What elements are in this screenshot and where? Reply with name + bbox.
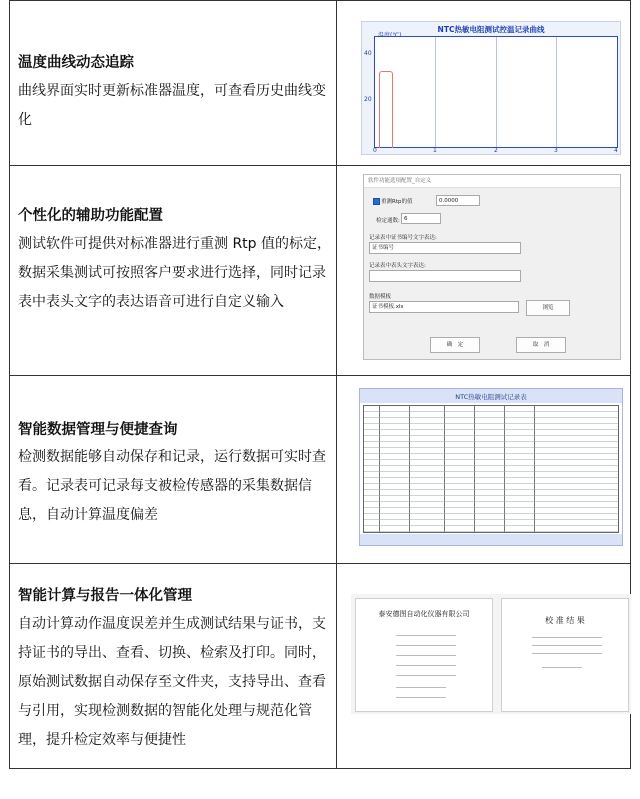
feature-text-cell: [10, 1, 337, 165]
grid-line: [435, 37, 436, 147]
line: [396, 687, 446, 688]
dialog-title: 软件功能选项配置_自定义: [364, 175, 620, 188]
records-title: NTC热敏电阻测试记录表: [455, 393, 527, 401]
header-label: 记录表中表头文字表达:: [369, 263, 426, 269]
feature-row-data: [9, 376, 631, 564]
feature-title: 个性化的辅助功能配置: [18, 208, 163, 224]
line: [396, 635, 456, 636]
calibration-result-title: 校 准 结 果: [545, 616, 585, 625]
certificate-page: [355, 598, 493, 712]
feature-title: 智能数据管理与便捷查询: [18, 422, 178, 438]
certificate-company: 泰安德图自动化仪器有限公司: [378, 610, 470, 618]
feature-description: 测试软件可提供对标准器进行重测 Rtp 值的标定， 数据采集测试可按照客户要求进行选择，同时记录 表中表头文字的表达语音可进行自定义输入: [18, 236, 332, 310]
feature-description: 自动计算动作温度误差并生成测试结果与证书，支 持证书的导出、查看、切换、检索及打印。同时， 原始测试数据自动保存至文件夹，支持导出、查看 与引用，实现检测数据的智能化处理与规范化管 理，提升检定效率与便捷性: [18, 616, 326, 748]
line: [396, 697, 446, 698]
line: [396, 675, 456, 676]
count-select[interactable]: 6: [401, 213, 441, 224]
y-tick-label: 40: [364, 50, 372, 57]
certificate-screenshot: [351, 594, 631, 714]
curve-title: NTC热敏电阻测试控温记录曲线: [437, 25, 545, 34]
temperature-curve: [379, 71, 393, 148]
records-footer-band: [360, 534, 622, 545]
rtp-checkbox[interactable]: [373, 198, 380, 205]
x-tick-label: 2: [494, 147, 498, 154]
cancel-button[interactable]: 取 消: [516, 337, 566, 353]
grid-line: [496, 37, 497, 147]
feature-image-cell: [337, 564, 630, 768]
feature-row-config: [9, 166, 631, 376]
cert-field[interactable]: 证书编号: [369, 242, 521, 254]
ok-button[interactable]: 确 定: [430, 337, 480, 353]
line: [532, 653, 602, 654]
feature-image-cell: [337, 166, 630, 375]
rtp-label: 重测Rtp的值: [381, 199, 413, 205]
count-label: 检定通数:: [376, 218, 400, 224]
browse-button[interactable]: 浏览: [526, 300, 570, 316]
config-dialog-screenshot: [363, 174, 621, 360]
cert-label: 记录表中证书编号文字表达:: [369, 235, 437, 241]
line: [396, 665, 456, 666]
grid-line: [556, 37, 557, 147]
line: [532, 637, 602, 638]
feature-text-cell: [10, 564, 337, 768]
feature-title: 温度曲线动态追踪: [18, 55, 134, 71]
x-tick-label: 4: [614, 147, 618, 154]
header-field[interactable]: [369, 270, 521, 282]
template-label: 数据模板: [369, 294, 392, 300]
line: [396, 645, 456, 646]
feature-row-curve: [9, 0, 631, 166]
x-tick-label: 1: [433, 147, 437, 154]
line: [532, 645, 602, 646]
feature-row-report: [9, 564, 631, 769]
template-field[interactable]: 证书模板.xls: [369, 301, 519, 313]
feature-image-cell: [337, 376, 630, 563]
line: [542, 667, 582, 668]
records-grid: [363, 405, 619, 533]
y-tick-label: 20: [364, 96, 372, 103]
x-tick-label: 0: [373, 147, 377, 154]
rtp-value-field[interactable]: 0.0000: [436, 195, 480, 206]
feature-title: 智能计算与报告一体化管理: [18, 588, 192, 604]
records-table-screenshot: [359, 388, 623, 546]
feature-image-cell: [337, 1, 630, 165]
feature-text-cell: [10, 376, 337, 563]
feature-description: 曲线界面实时更新标准器温度，可查看历史曲线变 化: [18, 83, 326, 128]
temperature-curve-screenshot: [361, 21, 621, 155]
feature-description: 检测数据能够自动保存和记录，运行数据可实时查 看。记录表可记录每支被检传感器的采集数据信 息，自动计算温度偏差: [18, 449, 326, 523]
curve-plot-area: [374, 36, 618, 148]
feature-table: [9, 0, 631, 769]
line: [396, 655, 456, 656]
x-tick-label: 3: [554, 147, 558, 154]
feature-text-cell: [10, 166, 337, 375]
calibration-result-page: [501, 598, 629, 712]
